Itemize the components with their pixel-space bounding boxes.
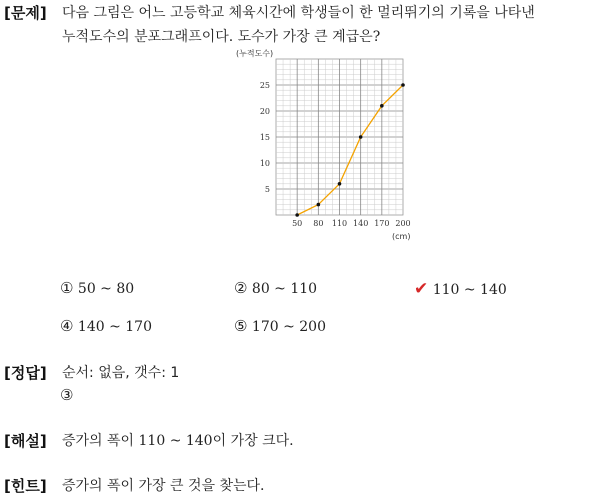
x-tick-labels bbox=[292, 219, 411, 228]
problem-line-1: 다음 그림은 어느 고등학교 체육시간에 학생들이 한 멀리뛰기의 기록을 나타낸 bbox=[62, 5, 535, 21]
choice-2[interactable] bbox=[234, 279, 317, 297]
choice-4-text: 140 ~ 170 bbox=[77, 319, 152, 335]
choice-1-text: 50 ~ 80 bbox=[77, 281, 135, 297]
y-tick-label: 10 bbox=[259, 159, 270, 168]
choice-3[interactable] bbox=[414, 279, 507, 299]
hint-text: 증가의 폭이 가장 큰 것을 찾는다. bbox=[62, 478, 265, 494]
data-point bbox=[401, 83, 405, 87]
y-tick-label: 25 bbox=[259, 81, 270, 90]
x-tick-label: 200 bbox=[395, 219, 411, 228]
y-tick-labels bbox=[260, 81, 270, 194]
explanation-text: 증가의 폭이 110 ~ 140이 가장 크다. bbox=[62, 433, 294, 449]
explanation-label: [해설] bbox=[4, 432, 47, 450]
problem-label: [문제] bbox=[4, 4, 47, 22]
choice-2-number: ② bbox=[234, 279, 248, 297]
hint-label: [힌트] bbox=[4, 477, 47, 495]
data-point bbox=[359, 135, 363, 139]
data-point bbox=[338, 182, 342, 186]
answer-line-1: 순서: 없음, 갯수: 1 bbox=[62, 365, 180, 381]
problem-line-2: 누적도수의 분포그래프이다. 도수가 가장 큰 계급은? bbox=[62, 29, 381, 45]
series-line-group bbox=[295, 83, 404, 217]
y-axis-label: (누적도수) bbox=[236, 49, 274, 58]
choice-2-text: 80 ~ 110 bbox=[251, 281, 318, 297]
choice-4[interactable] bbox=[60, 317, 152, 335]
series-line bbox=[297, 85, 403, 215]
data-point bbox=[380, 104, 384, 108]
y-tick-label: 15 bbox=[259, 133, 270, 142]
y-tick-label: 5 bbox=[264, 185, 270, 194]
data-point bbox=[295, 213, 299, 217]
choice-5-text: 170 ~ 200 bbox=[251, 319, 326, 335]
checkmark-icon: ✔ bbox=[414, 279, 429, 299]
cumulative-frequency-chart bbox=[228, 44, 418, 244]
choice-5[interactable] bbox=[234, 317, 326, 335]
y-tick-label: 20 bbox=[259, 107, 270, 116]
chart-grid bbox=[276, 59, 403, 215]
x-axis-label: (cm) bbox=[392, 232, 411, 241]
answer-label: [정답] bbox=[4, 364, 47, 382]
x-tick-label: 110 bbox=[331, 219, 348, 228]
x-tick-label: 140 bbox=[353, 219, 369, 228]
choice-5-number: ⑤ bbox=[234, 317, 248, 335]
x-tick-label: 50 bbox=[292, 219, 303, 228]
choice-1[interactable] bbox=[60, 279, 134, 297]
choice-3-text: 110 ~ 140 bbox=[432, 282, 507, 298]
data-point bbox=[317, 203, 321, 207]
answer-line-2: ③ bbox=[60, 386, 74, 404]
x-tick-label: 80 bbox=[313, 219, 324, 228]
choice-1-number: ① bbox=[60, 279, 74, 297]
x-tick-label: 170 bbox=[374, 219, 390, 228]
choice-4-number: ④ bbox=[60, 317, 74, 335]
